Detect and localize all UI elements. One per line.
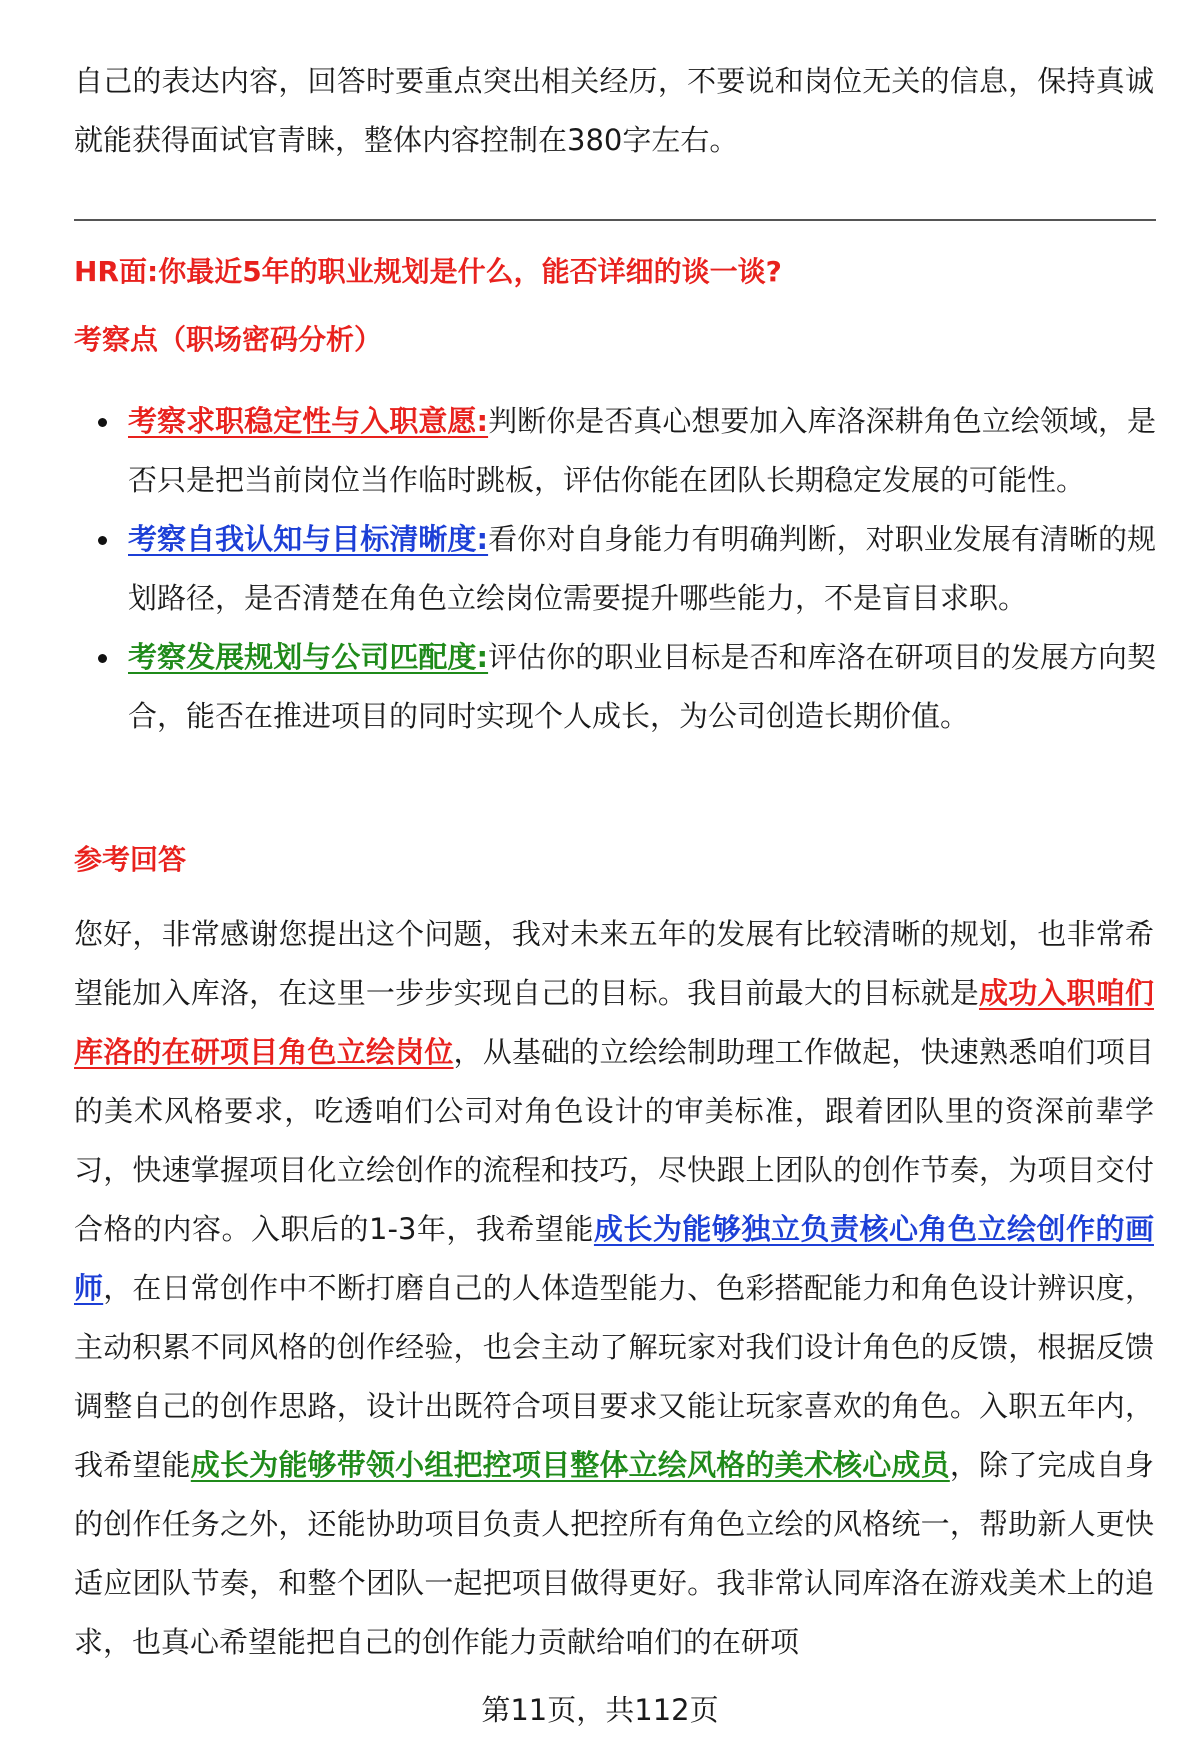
bullet-dot-icon [98,536,107,545]
reference-answer-paragraph [74,905,1154,1672]
answer-highlight-green: 成长为能够带领小组把控项目整体立绘风格的美术核心成员 [190,1448,950,1482]
page-number: 第11页，共112页 [481,1693,719,1727]
question-title: HR面:你最近5年的职业规划是什么，能否详细的谈一谈? [74,255,782,288]
answer-text-segment: ，除了完成自身的创作任务之外，还能协助项目负责人把控所有角色立绘的风格统一，帮助新人更快适应团队节奏，和整个团队一起把项目做得更好。我非常认同库洛在游戏美术上的追求，也真心希望能把自己的创作能力贡献给咱们的在研项 [74,1448,1154,1659]
intro-paragraph: 自己的表达内容，回答时要重点突出相关经历，不要说和岗位无关的信息，保持真诚就能获得面试官青睐，整体内容控制在380字左右。 [74,64,1154,157]
answer-text-segment: ，从基础的立绘绘制助理工作做起，快速熟悉咱们项目的美术风格要求，吃透咱们公司对角色设计的审美标准，跟着团队里的资深前辈学习，快速掌握项目化立绘创作的流程和技巧，尽快跟上团队的创作节奏，为项目交付合格的内容。入职后的1-3年，我希望能 [74,1035,1154,1246]
key-point-label: 考察发展规划与公司匹配度: [128,640,489,674]
key-point-item [74,392,1156,510]
key-point-item [74,510,1156,628]
key-point-label: 考察自我认知与目标清晰度: [128,522,489,556]
bullet-dot-icon [98,418,107,427]
answer-highlight-blue: 成长为能够独立负责核心角色立绘创作的画师 [74,1212,1154,1305]
answer-highlight-red: 成功入职咱们库洛的在研项目角色立绘岗位 [74,976,1154,1069]
key-point-text: 评估你的职业目标是否和库洛在研项目的发展方向契合，能否在推进项目的同时实现个人成长，为公司创造长期价值。 [128,640,1156,733]
answer-text-segment: 您好，非常感谢您提出这个问题，我对未来五年的发展有比较清晰的规划，也非常希望能加入库洛，在这里一步步实现自己的目标。我目前最大的目标就是 [74,917,1154,1010]
answer-text-segment: ，在日常创作中不断打磨自己的人体造型能力、色彩搭配能力和角色设计辨识度，主动积累不同风格的创作经验，也会主动了解玩家对我们设计角色的反馈，根据反馈调整自己的创作思路，设计出既符合项目要求又能让玩家喜欢的角色。入职五年内，我希望能 [74,1271,1154,1482]
section-divider [74,219,1156,221]
key-point-item [74,628,1156,746]
bullet-dot-icon [98,654,107,663]
key-points-heading: 考察点（职场密码分析） [74,323,383,356]
key-point-text: 看你对自身能力有明确判断，对职业发展有清晰的规划路径，是否清楚在角色立绘岗位需要提升哪些能力，不是盲目求职。 [128,522,1156,615]
reference-answer-heading: 参考回答 [74,843,187,876]
key-point-text: 判断你是否真心想要加入库洛深耕角色立绘领域，是否只是把当前岗位当作临时跳板，评估你能在团队长期稳定发展的可能性。 [128,404,1156,497]
key-points-list [74,392,1156,746]
key-point-label: 考察求职稳定性与入职意愿: [128,404,489,438]
